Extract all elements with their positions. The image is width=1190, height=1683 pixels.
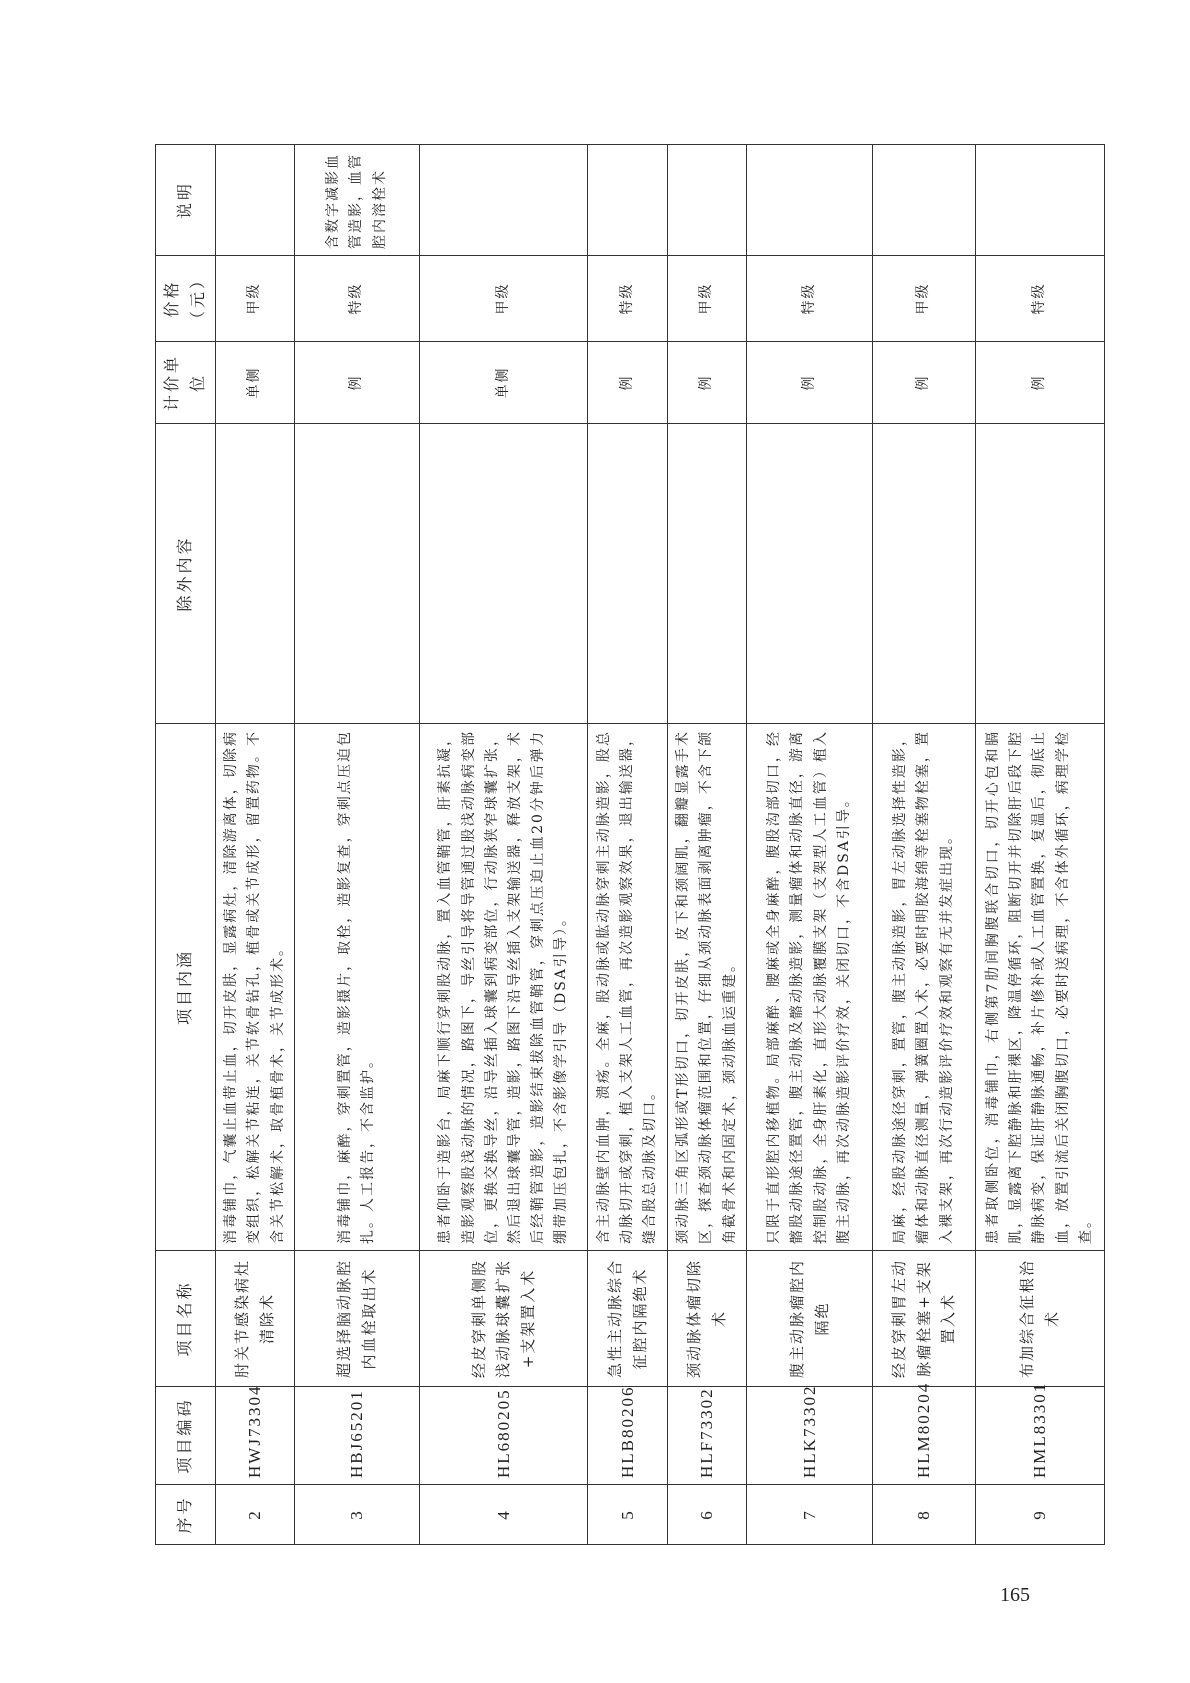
cell-note xyxy=(872,145,975,256)
cell-name: 颈动脉体瘤切除术 xyxy=(667,1251,746,1387)
header-code: 项目编码 xyxy=(156,1387,216,1485)
cell-exclusion xyxy=(872,424,975,724)
cell-code: HLK73302 xyxy=(747,1387,873,1485)
cell-unit: 单侧 xyxy=(419,342,588,424)
cell-content: 消毒铺巾，麻醉，穿刺置管，造影摄片，取栓，造影复查，穿刺点压迫包扎。人工报告，不含监护。 xyxy=(295,724,420,1251)
cell-code: HWJ73304 xyxy=(215,1387,294,1485)
cell-note xyxy=(975,145,1104,256)
cell-content: 患者仰卧于造影台，局麻下顺行穿刺股动脉，置入血管鞘管，肝素抗凝，造影观察股浅动脉的情况，路图下，导丝引导将导管通过股浅动脉病变部位，更换交换导丝，沿导丝插入球囊到病变部位，行动脉狭窄球囊扩张，然后退出球囊导管，造影，路图下沿导丝插入支架输送器，释放支架，术后经鞘管造影，造影结束拔除血管鞘管，穿刺点压迫止血20分钟后弹力绷带加压包扎，不含影像学引导（DSA引导）。 xyxy=(419,724,588,1251)
header-seq: 序号 xyxy=(156,1485,216,1545)
cell-content: 含主动脉壁内血肿，溃疡。全麻，股动脉或肱动脉穿刺主动脉造影，股总动脉切开或穿刺，植入支架人工血管，再次造影观察效果，退出输送器，缝合股总动脉及切口。 xyxy=(588,724,667,1251)
cell-name: 腹主动脉瘤腔内隔绝 xyxy=(747,1251,873,1387)
cell-seq: 9 xyxy=(975,1485,1104,1545)
cell-note xyxy=(419,145,588,256)
cell-seq: 7 xyxy=(747,1485,873,1545)
page-number: 165 xyxy=(1000,1584,1030,1606)
cell-note xyxy=(667,145,746,256)
cell-unit: 例 xyxy=(975,342,1104,424)
table-row xyxy=(975,145,1104,1545)
cell-content: 颈动脉三角区弧形或T形切口，切开皮肤，皮下和颈阔肌，翻瓣显露手术区，探查颈动脉体瘤范围和位置，仔细从颈动脉表面剥离肿瘤，不含下颌角截骨术和内固定术，颈动脉血运重建。 xyxy=(667,724,746,1251)
cell-exclusion xyxy=(975,424,1104,724)
cell-code: HLM80204 xyxy=(872,1387,975,1485)
cell-seq: 3 xyxy=(295,1485,420,1545)
cell-seq: 5 xyxy=(588,1485,667,1545)
cell-exclusion xyxy=(747,424,873,724)
cell-price: 特级 xyxy=(975,256,1104,342)
cell-code: HL680205 xyxy=(419,1387,588,1485)
cell-content: 局麻，经股动脉途径穿刺，置管，腹主动脉造影，胃左动脉选择性造影，瘤体和动脉直径测量，弹簧圈置入术，必要时明胶海绵等栓塞物栓塞，置入裸支架，再次行动造影评价疗效和观察有无并发症出现。 xyxy=(872,724,975,1251)
header-note: 说明 xyxy=(156,145,216,256)
cell-note xyxy=(588,145,667,256)
cell-name: 经皮穿刺胃左动脉瘤栓塞+支架置入术 xyxy=(872,1251,975,1387)
table-header-row xyxy=(156,145,216,1545)
rotated-table-container xyxy=(155,145,1105,1545)
cell-exclusion xyxy=(588,424,667,724)
cell-price: 特级 xyxy=(295,256,420,342)
table-row xyxy=(295,145,420,1545)
cell-unit: 例 xyxy=(872,342,975,424)
medical-service-price-table xyxy=(155,144,1105,1545)
cell-exclusion xyxy=(667,424,746,724)
cell-name: 肘关节感染病灶清除术 xyxy=(215,1251,294,1387)
cell-content: 消毒铺巾，气囊止血带止血，切开皮肤，显露病灶，清除游离体，切除病变组织，松解关节粘连，关节软骨钻孔，植骨或关节成形，留置药物。不含关节松解术，取骨植骨术，关节成形术。 xyxy=(215,724,294,1251)
table-row xyxy=(747,145,873,1545)
table-row xyxy=(419,145,588,1545)
table-row xyxy=(215,145,294,1545)
cell-seq: 6 xyxy=(667,1485,746,1545)
cell-price: 特级 xyxy=(747,256,873,342)
cell-price: 甲级 xyxy=(872,256,975,342)
cell-price: 甲级 xyxy=(419,256,588,342)
cell-name: 经皮穿刺单侧股浅动脉球囊扩张+支架置入术 xyxy=(419,1251,588,1387)
cell-unit: 例 xyxy=(588,342,667,424)
cell-unit: 例 xyxy=(295,342,420,424)
cell-exclusion xyxy=(295,424,420,724)
header-content: 项目内涵 xyxy=(156,724,216,1251)
header-price: 价格（元） xyxy=(156,256,216,342)
cell-code: HLF73302 xyxy=(667,1387,746,1485)
cell-exclusion xyxy=(215,424,294,724)
cell-unit: 例 xyxy=(747,342,873,424)
cell-note xyxy=(215,145,294,256)
cell-name: 超选择脑动脉腔内血栓取出术 xyxy=(295,1251,420,1387)
cell-name: 急性主动脉综合征腔内隔绝术 xyxy=(588,1251,667,1387)
cell-price: 甲级 xyxy=(215,256,294,342)
table-row xyxy=(588,145,667,1545)
cell-note xyxy=(747,145,873,256)
cell-seq: 2 xyxy=(215,1485,294,1545)
cell-unit: 单侧 xyxy=(215,342,294,424)
cell-content: 患者取侧卧位，消毒铺巾，右侧第7肋间胸腹联合切口，切开心包和膈肌，显露离下腔静脉和肝裸区，降温停循环，阻断切开并切除肝后段下腔静脉病变，保证肝静脉通畅，补片修补或人工血管置换，复温后，彻底止血，放置引流后关闭胸腹切口，必要时送病理，不含体外循环，病理学检查。 xyxy=(975,724,1104,1251)
header-name: 项目名称 xyxy=(156,1251,216,1387)
header-exclusion: 除外内容 xyxy=(156,424,216,724)
header-unit: 计价单位 xyxy=(156,342,216,424)
cell-name: 布加综合征根治术 xyxy=(975,1251,1104,1387)
cell-seq: 8 xyxy=(872,1485,975,1545)
cell-seq: 4 xyxy=(419,1485,588,1545)
cell-code: HBJ65201 xyxy=(295,1387,420,1485)
cell-code: HLB80206 xyxy=(588,1387,667,1485)
cell-price: 特级 xyxy=(588,256,667,342)
table-row xyxy=(872,145,975,1545)
cell-code: HML83301 xyxy=(975,1387,1104,1485)
cell-note: 含数字减影血管造影，血管腔内溶栓术 xyxy=(295,145,420,256)
cell-content: 只限于直形腔内移植物。局部麻醉、腰麻或全身麻醉，腹股沟部切口，经髂股动脉途径置管，腹主动脉及髂动脉造影，测量瘤体和动脉直径，游离控制股动脉，全身肝素化，直形大动脉覆膜支架（支架型人工血管）植入腹主动脉，再次动脉造影评价疗效，关闭切口，不含DSA引导。 xyxy=(747,724,873,1251)
cell-price: 甲级 xyxy=(667,256,746,342)
cell-exclusion xyxy=(419,424,588,724)
cell-unit: 例 xyxy=(667,342,746,424)
table-row xyxy=(667,145,746,1545)
